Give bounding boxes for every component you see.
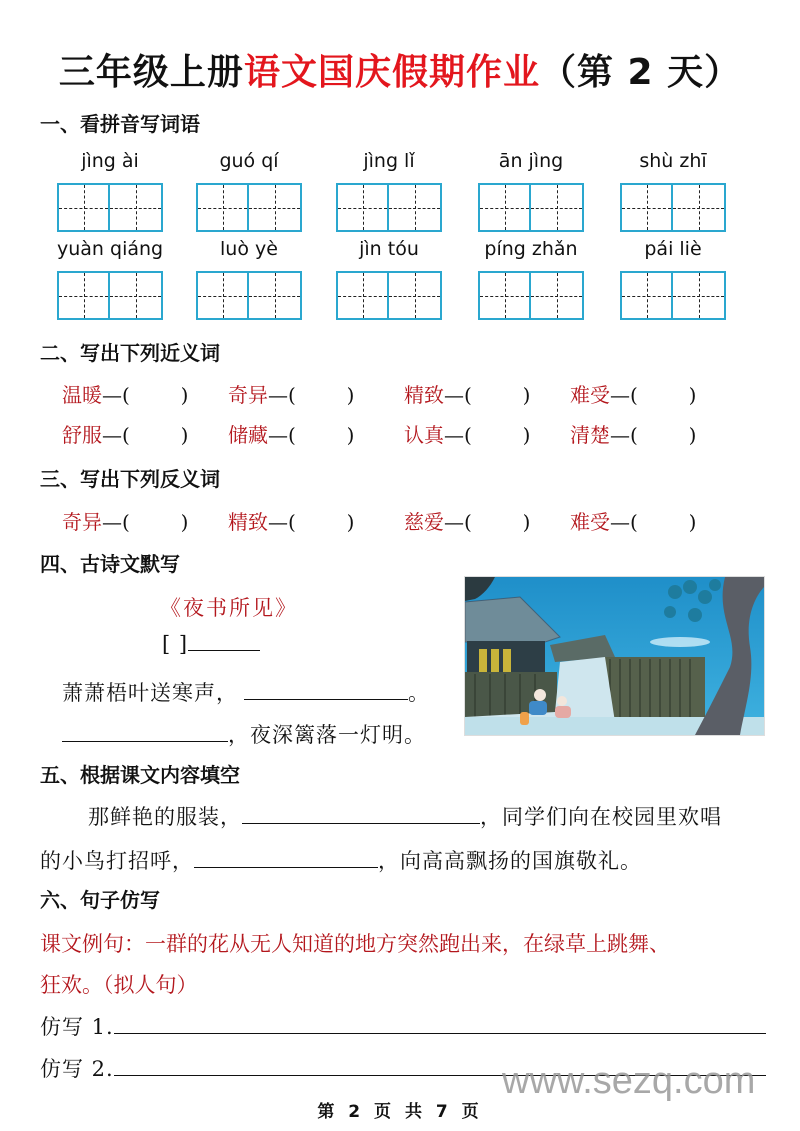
- author-blank[interactable]: [188, 649, 260, 651]
- poem-author-line: [162, 632, 260, 656]
- word-pair: [228, 419, 354, 448]
- word-pair: [570, 419, 696, 448]
- tian-cell[interactable]: [389, 271, 442, 320]
- answer-blank[interactable]: —( ): [268, 510, 355, 534]
- author-bracket: [ ]: [162, 632, 189, 656]
- poem-line-2-blank[interactable]: [62, 740, 228, 742]
- title-highlight: 语文国庆假期作业: [243, 52, 540, 93]
- word: 奇异: [228, 383, 268, 407]
- tian-cell[interactable]: [110, 183, 163, 232]
- tian-cell[interactable]: [336, 183, 389, 232]
- word-pair: [404, 379, 530, 408]
- answer-blank[interactable]: —( ): [268, 383, 355, 407]
- answer-blank[interactable]: —( ): [610, 383, 697, 407]
- section6-heading: 六、句子仿写: [40, 888, 160, 912]
- fill-line-2-end: ，向高高飘扬的国旗敬礼。: [378, 849, 642, 873]
- word: 精致: [404, 383, 444, 407]
- word: 舒服: [62, 423, 102, 447]
- writing-grid-box[interactable]: [196, 271, 302, 320]
- word-pair: [404, 419, 530, 448]
- word-pair: [62, 419, 188, 448]
- tian-cell[interactable]: [478, 183, 531, 232]
- fill-line-2: [40, 845, 642, 875]
- poem-line-2-text: ，夜深篱落一灯明。: [228, 723, 426, 747]
- word-pair: [62, 506, 188, 535]
- word-pair: [228, 379, 354, 408]
- tian-cell[interactable]: [110, 271, 163, 320]
- example-sentence-line-2: 狂欢。（拟人句）: [40, 973, 198, 997]
- tian-cell[interactable]: [57, 183, 110, 232]
- word: 慈爱: [404, 510, 444, 534]
- section4-heading: 四、古诗文默写: [40, 552, 180, 576]
- title-suffix: （第 2 天）: [539, 52, 742, 93]
- word-pair: [228, 506, 354, 535]
- night-village-illustration-icon: [465, 577, 764, 735]
- writing-grid-box[interactable]: [478, 183, 584, 232]
- page-footer: 第 2 页 共 7 页: [317, 1102, 483, 1122]
- section3-heading: 三、写出下列反义词: [40, 467, 220, 491]
- tian-cell[interactable]: [57, 271, 110, 320]
- pinyin-label: ān jìng: [498, 150, 564, 172]
- fill-line-2-blank[interactable]: [194, 866, 378, 868]
- fill-line-1-end: ，同学们向在校园里欢唱: [480, 805, 722, 829]
- word-pair: [404, 506, 530, 535]
- word: 温暖: [62, 383, 102, 407]
- writing-grid-box[interactable]: [620, 271, 726, 320]
- answer-blank[interactable]: —( ): [444, 423, 531, 447]
- poem-line-2: [62, 719, 426, 749]
- tian-cell[interactable]: [196, 271, 249, 320]
- word-pair: [570, 379, 696, 408]
- pinyin-label: jìng lǐ: [363, 150, 415, 172]
- answer-blank[interactable]: —( ): [610, 423, 697, 447]
- answer-blank[interactable]: —( ): [102, 423, 189, 447]
- section2-heading: 二、写出下列近义词: [40, 341, 220, 365]
- answer-blank[interactable]: —( ): [444, 510, 531, 534]
- writing-grid-box[interactable]: [57, 183, 163, 232]
- poem-line-1: [62, 677, 430, 707]
- tian-cell[interactable]: [620, 271, 673, 320]
- poem-illustration: [464, 576, 765, 736]
- answer-blank[interactable]: —( ): [610, 510, 697, 534]
- pinyin-label: yuàn qiáng: [57, 238, 164, 260]
- page-title: [0, 44, 800, 95]
- watermark: www.sezq.com: [502, 1060, 756, 1102]
- pinyin-label: luò yè: [220, 238, 278, 260]
- writing-grid-box[interactable]: [336, 183, 442, 232]
- fill-line-1: [88, 801, 722, 831]
- fill-line-2-start: 的小鸟打招呼，: [40, 849, 194, 873]
- imitate-2-label: 仿写 2.: [40, 1057, 114, 1081]
- word: 奇异: [62, 510, 102, 534]
- section5-heading: 五、根据课文内容填空: [40, 763, 240, 787]
- poem-title: 《夜书所见》: [160, 596, 298, 620]
- tian-cell[interactable]: [531, 271, 584, 320]
- pinyin-label: shù zhī: [639, 150, 707, 172]
- word-pair: [570, 506, 696, 535]
- pinyin-label: píng zhǎn: [484, 238, 578, 260]
- tian-cell[interactable]: [531, 183, 584, 232]
- tian-cell[interactable]: [196, 183, 249, 232]
- tian-cell[interactable]: [249, 183, 302, 232]
- writing-grid-box[interactable]: [620, 183, 726, 232]
- word: 储藏: [228, 423, 268, 447]
- example-sentence-line-1: 课文例句：一群的花从无人知道的地方突然跑出来，在绿草上跳舞、: [40, 932, 670, 956]
- word-pair: [62, 379, 188, 408]
- word: 精致: [228, 510, 268, 534]
- tian-cell[interactable]: [389, 183, 442, 232]
- pinyin-label: pái liè: [644, 238, 702, 260]
- fill-line-1-start: 那鲜艳的服装，: [88, 805, 242, 829]
- pinyin-label: jìng ài: [81, 150, 139, 172]
- answer-blank[interactable]: —( ): [444, 383, 531, 407]
- imitate-1-blank[interactable]: [114, 1032, 766, 1034]
- writing-grid-box[interactable]: [478, 271, 584, 320]
- word: 难受: [570, 383, 610, 407]
- answer-blank[interactable]: —( ): [268, 423, 355, 447]
- pinyin-label: guó qí: [219, 150, 279, 172]
- tian-cell[interactable]: [249, 271, 302, 320]
- imitate-row-1: [40, 1011, 766, 1041]
- fill-line-1-blank[interactable]: [242, 822, 480, 824]
- tian-cell[interactable]: [673, 183, 726, 232]
- poem-line-1-text: 萧萧梧叶送寒声，: [62, 681, 238, 705]
- word: 难受: [570, 510, 610, 534]
- answer-blank[interactable]: —( ): [102, 510, 189, 534]
- word: 清楚: [570, 423, 610, 447]
- section1-heading: 一、看拼音写词语: [40, 112, 200, 136]
- tian-cell[interactable]: [336, 271, 389, 320]
- answer-blank[interactable]: —( ): [102, 383, 189, 407]
- poem-line-1-end: 。: [408, 681, 430, 705]
- tian-cell[interactable]: [673, 271, 726, 320]
- tian-cell[interactable]: [478, 271, 531, 320]
- poem-line-1-blank[interactable]: [244, 698, 408, 700]
- pinyin-label: jìn tóu: [359, 238, 419, 260]
- writing-grid-box[interactable]: [57, 271, 163, 320]
- tian-cell[interactable]: [620, 183, 673, 232]
- title-prefix: 三年级上册: [58, 52, 244, 93]
- imitate-1-label: 仿写 1.: [40, 1015, 114, 1039]
- writing-grid-box[interactable]: [196, 183, 302, 232]
- writing-grid-box[interactable]: [336, 271, 442, 320]
- word: 认真: [404, 423, 444, 447]
